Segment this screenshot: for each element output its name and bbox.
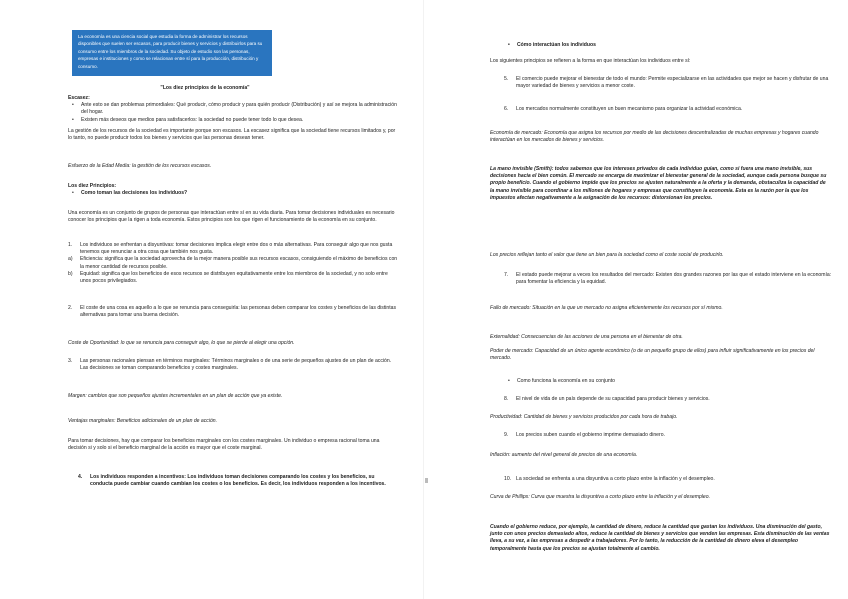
productivity-line: Productividad: Cantidad de bienes y servicios producidos por cada hora de trabajo. <box>490 414 678 420</box>
document-title: "Los diez principios de la economía" <box>160 85 250 91</box>
phillips-line: Curva de Phillips: Curva que muestra la disyuntiva a corto plazo entre la inflación y el desempleo. <box>490 494 710 500</box>
principles-list-a <box>68 242 398 285</box>
inflation-line: Inflación: aumento del nivel general de precios de una economía. <box>490 452 638 458</box>
marginal-changes-line: Margen: cambios que son pequeños ajustes incrementales en un plan de acción que ya existe. <box>68 393 283 399</box>
bullet-icon: • <box>72 102 74 109</box>
decisions-paragraph: Una economía es un conjunto de grupos de personas que interactúan entre sí en su vida diaria. Para tomar decisiones individuales es necesario conocer los principios que la rigen a toda economía. Estos principios son los que rigen el funcionamiento de la economía en su conjunto. <box>68 210 395 224</box>
decisions-bullet: • Como toman las decisiones los individuos? <box>68 190 398 197</box>
right-page <box>424 0 848 599</box>
marginal-paragraph: Para tomar decisiones, hay que comparar los beneficios marginales con los costes marginales. Un individuo o empresa racional toma una decisión si y solo si el beneficio marginal de la acción es mayor que el coste marginal. <box>68 438 380 452</box>
market-failure-line: Fallo de mercado: Situación en la que un mercado no asigna eficientemente los recursos por sí mismo. <box>490 305 723 311</box>
principles-heading: Los diez Principios: <box>68 183 117 189</box>
list-item: 1. Los individuos se enfrentan a disyuntivas: tomar decisiones implica elegir entre dos o más alternativas. Para conseguir algo que nos gusta tenemos que renunciar a otra cosa que también nos gusta. <box>68 242 393 256</box>
list-item: a) Eficiencia: significa que la sociedad aprovecha de la mejor manera posible sus recursos escasos, consiguiendo el máximo de beneficios con la menor cantidad de recursos posible. <box>68 256 398 270</box>
bullet-icon: • <box>508 378 510 384</box>
principle-6: 6. Los mercados normalmente constituyen un buen mecanismo para organizar la actividad económica. <box>504 106 743 112</box>
bullet-icon: • <box>72 190 74 197</box>
bullet-icon: • <box>508 42 510 48</box>
opportunity-cost-line: Coste de Oportunidad: lo que se renuncia para conseguir algo, lo que se pierde al elegir una opción. <box>68 340 295 346</box>
principle-9: 9. Los precios suben cuando el gobierno imprime demasiado dinero. <box>504 432 665 438</box>
externality-line: Externalidad: Consecuencias de las acciones de una persona en el bienestar de otra. <box>490 334 683 340</box>
principles-section <box>68 183 398 197</box>
principle-3: 3. Las personas racionales piensan en términos marginales: Términos marginales o de una serie de pequeños ajustes de un plan de acción. Las decisiones se toman comparando beneficios y costes marginales. <box>68 358 392 372</box>
principle-2: 2. El coste de una cosa es aquello a lo que se renuncia para conseguirla: las personas deben comparar los costes y beneficios de las distintas alternativas para tomar una buena decisión. <box>68 305 397 319</box>
bullet-icon: • <box>72 116 74 123</box>
closing-paragraph: Cuando el gobierno reduce, por ejemplo, la cantidad de dinero, reduce la cantidad que gastan los individuos. Una disminución del gasto, junto con unos precios demasiado altos, reduce la cantidad de bienes y servicios que venden las empresas. Esta disminución de las ventas lleva, a su vez, a las empresas a despedir a trabajadores. Por lo tanto, la reducción de la cantidad de dinero eleva el desempleo temporalmente hasta que los precios se ajustan totalmente al cambio. <box>490 524 830 552</box>
reference-line: Esfuerzo de la Edad Media: la gestión de los recursos escasos. <box>68 163 212 169</box>
interaction-intro: Los siguientes principios se refieren a la forma en que interactúan los individuos entre sí: <box>490 58 691 64</box>
market-power-line: Poder de mercado: Capacidad de un único agente económico (o de un pequeño grupo de ellos) para influir significativamente en los precios del mercado. <box>490 348 815 362</box>
scarcity-section <box>68 95 398 124</box>
invisible-hand-paragraph: La mano invisible (Smith): todos sabemos que los intereses privados de cada individuo guían, como si fuera una mano invisible, sus decisiones hacia el bien común. El mercado se encarga de maximizar el bienestar general de la sociedad, aunque cada persona busque su propio beneficio. Cuando el gobierno impide que los precios se ajusten naturalmente a la oferta y la demanda, obstaculiza la capacidad de la mano invisible para coordinar a los millones de hogares y empresas que constituyen la economía. Esta es la razón por la que los impuestos afectan negativamente a la asignación de los recursos: distorsionan los precios. <box>490 166 827 201</box>
principle-5: 5. El comercio puede mejorar el bienestar de todo el mundo: Permite especializarse en las actividades que mejor se hacen y disfrutar de una mayor variedad de bienes y servicios a menor coste. <box>504 76 829 90</box>
scarcity-bullet: • Ante esto se dan problemas primordiales: Qué producir, cómo producir y para quién producir (Distribución) y así se mejora la administración del hogar. <box>68 102 398 116</box>
list-item: b) Equidad: significa que los beneficios de esos recursos se distribuyen equitativamente entre los miembros de la sociedad, y no solo entre unos pocos privilegiados. <box>68 270 388 285</box>
scarcity-bullet: • Existen más deseos que medios para satisfacerlos: la sociedad no puede tener todo lo que desea. <box>68 117 398 124</box>
prices-line: Los precios reflejan tanto el valor que tiene un bien para la sociedad como el coste social de producirlo. <box>490 252 724 258</box>
definition-banner <box>72 30 272 76</box>
economy-heading: • Como funciona la economía en su conjunto <box>504 378 824 385</box>
principle-7: 7. El estado puede mejorar a veces los resultados del mercado: Existen dos grandes razones por las que el estado interviene en la economía: para fomentar la eficiencia y la equidad. <box>504 272 832 286</box>
banner-text: La economía es una ciencia social que estudia la forma de administrar los recursos disponibles que suelen ser escasos, para producir bienes y servicios y distribuirlos para su consumo entre los miembros de la sociedad. Su objeto de estudio son las personas, empresas e instituciones y como se relacionan entre sí para la producción, distribución y consumo. <box>78 34 263 69</box>
market-economy-line: Economía de mercado: Economía que asigna los recursos por medio de las decisiones descentralizadas de muchas empresas y hogares cuando interactúan en los mercados de bienes y servicios. <box>490 130 819 144</box>
marginal-benefits-line: Ventajas marginales: Beneficios adicionales de un plan de acción. <box>68 418 218 424</box>
scarcity-heading: Escasez: <box>68 95 90 101</box>
principle-10: 10. La sociedad se enfrenta a una disyuntiva a corto plazo entre la inflación y el desempleo. <box>504 476 715 482</box>
intro-paragraph: La gestión de los recursos de la sociedad es importante porque son escasos. La escasez significa que la sociedad tiene recursos limitados y, por lo tanto, no puede producir todos los bienes y servicios que las personas desean tener. <box>68 128 396 142</box>
interaction-heading: • Cómo interactúan los individuos <box>504 42 824 49</box>
principle-8: 8. El nivel de vida de un país depende de su capacidad para producir bienes y servicios. <box>504 396 710 402</box>
principle-4: 4. Los individuos responden a incentivos: Los individuos toman decisiones comparando los costes y los beneficios, su conducta puede cambiar cuando cambian los costes o los beneficios. Es decir, los individuos responden a los incentivos. <box>78 474 386 488</box>
